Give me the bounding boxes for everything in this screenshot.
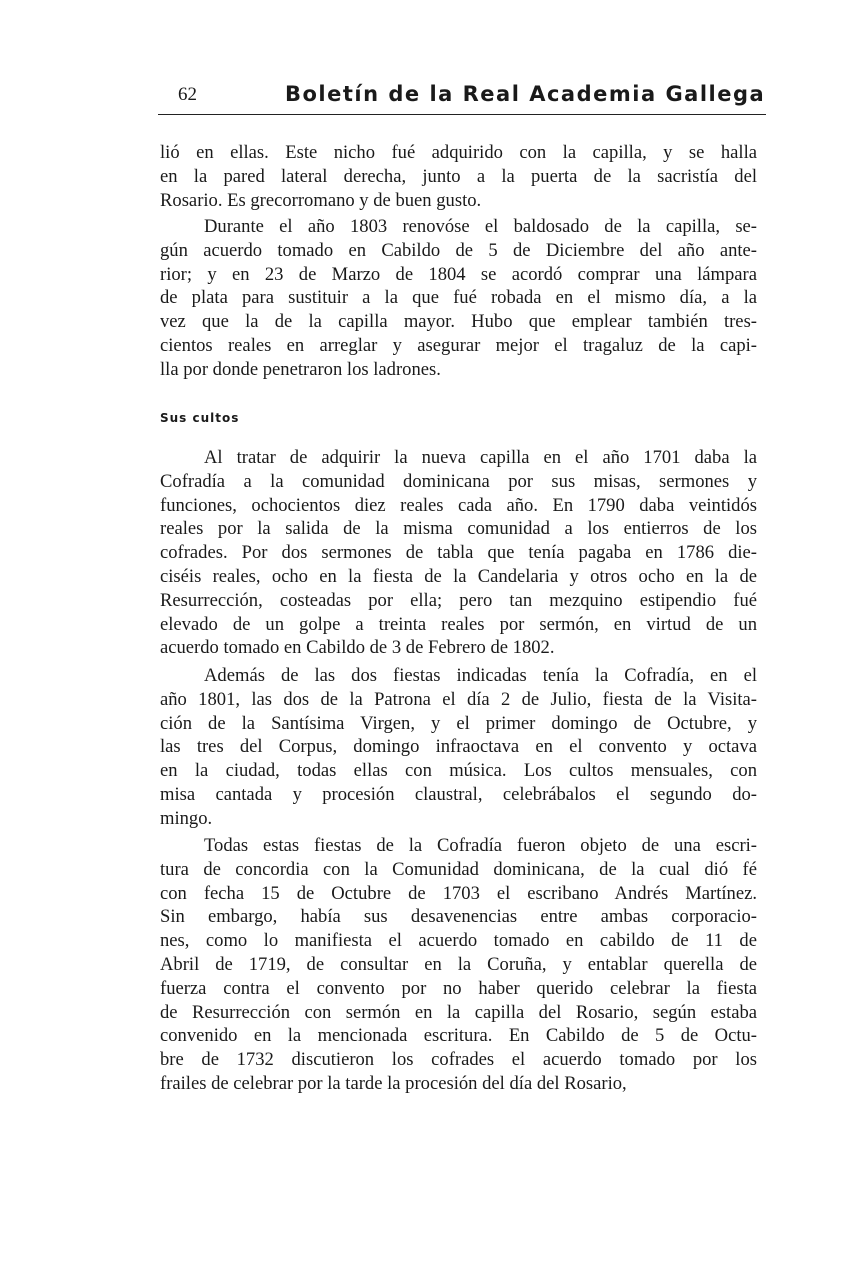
header-rule: [158, 114, 766, 115]
text-line: bre de 1732 discutieron los cofrades el acuerdo tomado por los: [160, 1049, 757, 1071]
text-line: mingo.: [160, 807, 213, 829]
paragraph-baldosado: [160, 215, 757, 382]
text-line: lió en ellas. Este nicho fué adquirido con la capilla, y se halla: [160, 142, 757, 163]
text-line: las tres del Corpus, domingo infraoctava en el convento y octava: [160, 736, 757, 758]
text-line: ción de la Santísima Virgen, y el primer domingo de Octubre, y: [160, 712, 757, 734]
text-line: vez que la de la capilla mayor. Hubo que emplear también tres-: [160, 311, 757, 333]
text-line: de plata para sustituir a la que fué robada en el mismo día, a la: [160, 287, 757, 309]
paragraph-al-tratar: [160, 446, 757, 660]
text-line: tura de concordia con la Comunidad dominicana, de la cual dió fé: [160, 858, 757, 880]
text-line: Además de las dos fiestas indicadas tenía la Cofradía, en el: [204, 665, 757, 686]
text-line: Resurrección, costeadas por ella; pero tan mezquino estipendio fué: [160, 589, 757, 611]
text-line: acuerdo tomado en Cabildo de 3 de Febrero de 1802.: [160, 637, 555, 659]
text-line: Cofradía a la comunidad dominicana por sus misas, sermones y: [160, 470, 757, 492]
text-line: elevado de un golpe a treinta reales por sermón, en virtud de un: [160, 613, 757, 635]
text-line: rior; y en 23 de Marzo de 1804 se acordó comprar una lámpara: [160, 263, 757, 285]
paragraph-todas: [160, 834, 757, 1096]
text-line: Sin embargo, había sus desavenencias entre ambas corporacio-: [160, 906, 757, 928]
text-line: Durante el año 1803 renovóse el baldosado de la capilla, se-: [204, 216, 757, 237]
text-line: Al tratar de adquirir la nueva capilla en el año 1701 daba la: [204, 447, 757, 468]
text-line: ciséis reales, ocho en la fiesta de la Candelaria y otros ocho en la de: [160, 565, 757, 587]
text-line: de Resurrección con sermón en la capilla del Rosario, según estaba: [160, 1001, 757, 1023]
text-line: cientos reales en arreglar y asegurar mejor el tragaluz de la capi-: [160, 334, 757, 356]
text-line: lla por donde penetraron los ladrones.: [160, 358, 441, 380]
text-line: Abril de 1719, de consultar en la Coruña, y entablar querella de: [160, 953, 757, 975]
paragraph-ademas: [160, 664, 757, 831]
text-line: misa cantada y procesión claustral, celebrábalos el segundo do-: [160, 783, 757, 805]
text-line: convenido en la mencionada escritura. En Cabildo de 5 de Octu-: [160, 1025, 757, 1047]
text-line: Rosario. Es grecorromano y de buen gusto.: [160, 189, 482, 211]
text-line: Todas estas fiestas de la Cofradía fueron objeto de una escri-: [204, 835, 757, 856]
running-title: Boletín de la Real Academia Gallega: [285, 82, 766, 106]
text-line: cofrades. Por dos sermones de tabla que tenía pagaba en 1786 die-: [160, 542, 757, 564]
text-line: frailes de celebrar por la tarde la procesión del día del Rosario,: [160, 1072, 627, 1094]
page-number: 62: [178, 84, 197, 105]
text-line: en la pared lateral derecha, junto a la puerta de la sacristía del: [160, 165, 757, 187]
text-line: nes, como lo manifiesta el acuerdo tomado en cabildo de 11 de: [160, 930, 757, 952]
text-line: fuerza contra el convento por no haber querido celebrar la fiesta: [160, 977, 757, 999]
text-line: año 1801, las dos de la Patrona el día 2 de Julio, fiesta de la Visita-: [160, 688, 757, 710]
text-line: en la ciudad, todas ellas con música. Los cultos mensuales, con: [160, 760, 757, 782]
text-line: reales por la salida de la misma comunidad a los entierros de los: [160, 518, 757, 540]
paragraph-nicho: [160, 141, 757, 212]
section-heading: Sus cultos: [160, 411, 240, 425]
text-line: con fecha 15 de Octubre de 1703 el escribano Andrés Martínez.: [160, 882, 757, 904]
text-line: funciones, ochocientos diez reales cada año. En 1790 daba veintidós: [160, 494, 757, 516]
text-line: gún acuerdo tomado en Cabildo de 5 de Diciembre del año ante-: [160, 239, 757, 261]
